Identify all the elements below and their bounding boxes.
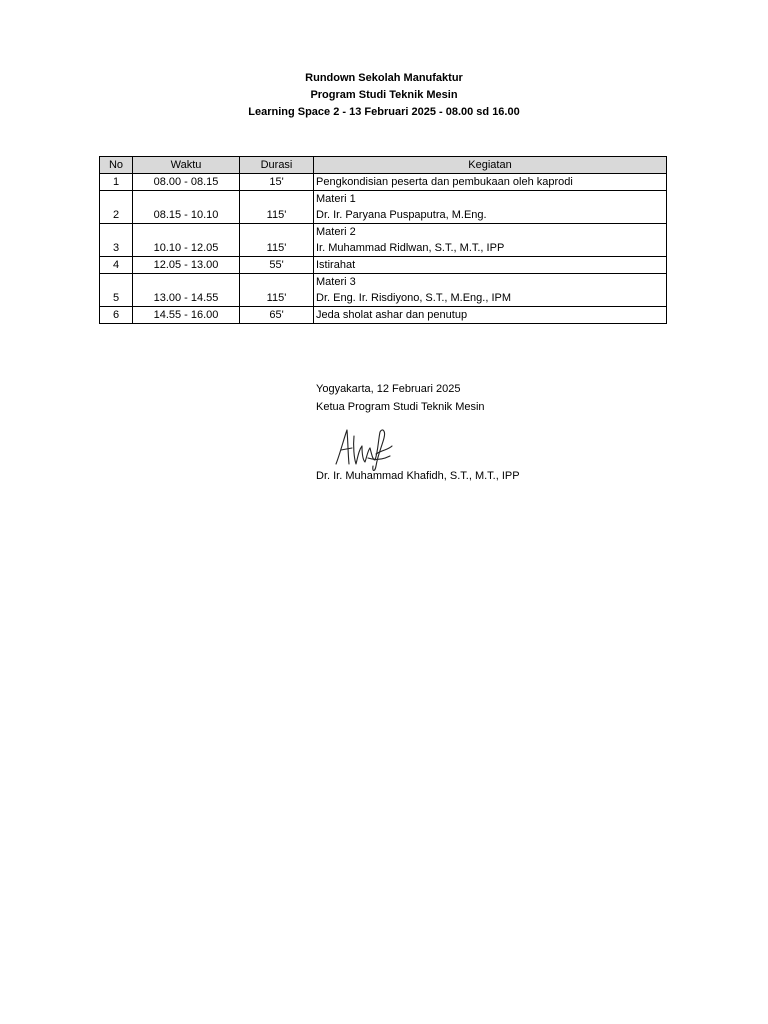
cell-waktu: 13.00 - 14.55: [133, 274, 240, 307]
column-header-durasi: Durasi: [240, 157, 314, 174]
cell-kegiatan: [314, 174, 667, 191]
table-row: [100, 307, 667, 324]
cell-waktu: 10.10 - 12.05: [133, 224, 240, 257]
cell-no: 4: [100, 257, 133, 274]
column-header-no: No: [100, 157, 133, 174]
signer-position: Ketua Program Studi Teknik Mesin: [316, 401, 485, 413]
table-row: [100, 191, 667, 224]
table-row: [100, 274, 667, 307]
signature-block: [316, 380, 485, 416]
signer-name: Dr. Ir. Muhammad Khafidh, S.T., M.T., IPP: [316, 470, 520, 482]
cell-waktu: 14.55 - 16.00: [133, 307, 240, 324]
kegiatan-speaker: Ir. Muhammad Ridlwan, S.T., M.T., IPP: [316, 242, 505, 254]
table-row: [100, 257, 667, 274]
cell-waktu: 12.05 - 13.00: [133, 257, 240, 274]
rundown-table: [99, 156, 667, 324]
cell-no: 3: [100, 224, 133, 257]
cell-kegiatan: [314, 257, 667, 274]
cell-no: 1: [100, 174, 133, 191]
table-row: [100, 224, 667, 257]
place-date: Yogyakarta, 12 Februari 2025: [316, 383, 461, 395]
cell-kegiatan: [314, 191, 667, 224]
column-header-kegiatan: Kegiatan: [314, 157, 667, 174]
cell-durasi: 115': [240, 274, 314, 307]
kegiatan-session: Materi 3: [316, 276, 356, 288]
header-title: Rundown Sekolah Manufaktur: [305, 72, 463, 84]
table-header-row: [100, 157, 667, 174]
cell-durasi: 55': [240, 257, 314, 274]
kegiatan-text: Jeda sholat ashar dan penutup: [316, 309, 468, 321]
cell-no: 5: [100, 274, 133, 307]
cell-kegiatan: [314, 274, 667, 307]
kegiatan-speaker: Dr. Eng. Ir. Risdiyono, S.T., M.Eng., IPM: [316, 292, 512, 304]
header-event-info: Learning Space 2 - 13 Februari 2025 - 08.00 sd 16.00: [248, 106, 520, 118]
table-row: [100, 174, 667, 191]
cell-durasi: 15': [240, 174, 314, 191]
cell-durasi: 115': [240, 191, 314, 224]
kegiatan-speaker: Dr. Ir. Paryana Puspaputra, M.Eng.: [316, 209, 487, 221]
cell-waktu: 08.00 - 08.15: [133, 174, 240, 191]
cell-kegiatan: [314, 224, 667, 257]
cell-durasi: 115': [240, 224, 314, 257]
kegiatan-text: Istirahat: [316, 259, 356, 271]
cell-waktu: 08.15 - 10.10: [133, 191, 240, 224]
header-program: Program Studi Teknik Mesin: [310, 89, 458, 101]
document-header: [0, 70, 768, 121]
cell-durasi: 65': [240, 307, 314, 324]
kegiatan-session: Materi 2: [316, 226, 356, 238]
cell-no: 2: [100, 191, 133, 224]
column-header-waktu: Waktu: [133, 157, 240, 174]
cell-kegiatan: [314, 307, 667, 324]
kegiatan-text: Pengkondisian peserta dan pembukaan oleh kaprodi: [316, 176, 573, 188]
cell-no: 6: [100, 307, 133, 324]
kegiatan-session: Materi 1: [316, 193, 356, 205]
